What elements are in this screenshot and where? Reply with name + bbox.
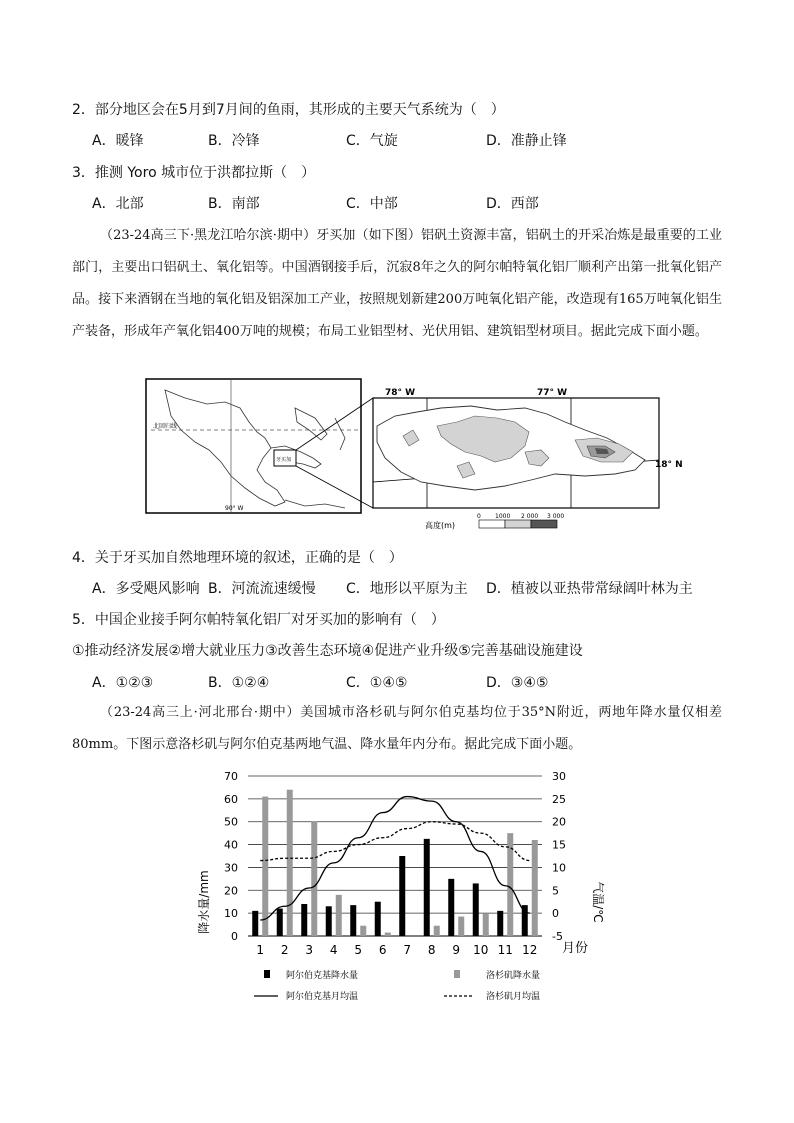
q2-option-a[interactable]: A．暖锋: [92, 133, 144, 149]
bar-los-angeles-precip: [483, 913, 489, 936]
bar-los-angeles-precip: [262, 797, 268, 936]
bar-los-angeles-precip: [336, 895, 342, 936]
bar-albuquerque-precip: [399, 856, 405, 936]
legend-swatch-1: [505, 520, 531, 528]
x-tick-label: 10: [473, 943, 489, 957]
legend-la-temp: 洛杉矶月均温: [486, 992, 541, 1002]
passage-jamaica: （23-24高三下·黑龙江哈尔滨·期中）牙买加（如下图）铝矾土资源丰富，铝矾土的开采冶炼是最重要的工业部门，主要出口铝矾土、氧化铝等。中国酒钢接手后，沉寂8年之久的阿尔帕特氧化铝厂顺利产出第一批氧化铝产品。接下来酒钢在当地的氧化铝及铝深加工产业，按照规划新建200万吨氧化铝产能，改造现有165万吨氧化铝生产装备，形成年产氧化铝400万吨的规模；布局工业铝型材、光伏用铝、建筑铝型材项目。据此完成下面小题。: [72, 228, 722, 339]
q4-option-b[interactable]: B．河流流速缓慢: [208, 581, 316, 597]
q3-stem: 3．推测 Yoro 城市位于洪都拉斯（ ）: [72, 165, 316, 181]
bar-albuquerque-precip: [473, 883, 479, 936]
lon-78w-label: 78° W: [385, 388, 416, 398]
q5-option-a[interactable]: A．①②③: [92, 675, 154, 691]
bar-albuquerque-precip: [350, 905, 356, 936]
legend-tick-0: 0: [477, 513, 481, 520]
y2-tick-label: 30: [552, 770, 566, 783]
bar-albuquerque-precip: [424, 839, 430, 936]
q3-option-d[interactable]: D．西部: [486, 196, 539, 212]
bar-los-angeles-precip: [385, 933, 391, 936]
q3-option-a[interactable]: A．北部: [92, 196, 144, 212]
legend-swatch-0: [479, 520, 505, 528]
x-tick-label: 8: [427, 943, 436, 957]
x-tick-label: 12: [522, 943, 538, 957]
q2-option-d[interactable]: D．准静止锋: [486, 133, 567, 149]
lat-18n-label: 18° N: [655, 460, 683, 470]
tropic-label: 北回归线: [153, 423, 178, 430]
q5-stem: 5．中国企业接手阿尔帕特氧化铝厂对牙买加的影响有（ ）: [72, 612, 445, 628]
q4-stem: 4．关于牙买加自然地理环境的叙述，正确的是（ ）: [72, 550, 403, 566]
jamaica-map: [145, 378, 683, 534]
x-tick-label: 9: [452, 943, 461, 957]
y2-tick-label: 20: [552, 815, 566, 829]
q3-option-b[interactable]: B．南部: [208, 196, 260, 212]
q3-option-c[interactable]: C．中部: [346, 196, 398, 212]
y2-tick-label: 15: [552, 838, 566, 852]
meridian-label: 90° W: [225, 505, 244, 512]
y2-tick-label: 5: [552, 884, 559, 898]
bar-albuquerque-precip: [277, 909, 283, 936]
bar-albuquerque-precip: [375, 902, 381, 936]
bar-los-angeles-precip: [458, 917, 464, 936]
legend-albuquerque-temp: 阿尔伯克基月均温: [286, 992, 359, 1002]
inset-map-frame: [146, 379, 361, 513]
q2-stem: 2．部分地区会在5月到7月间的鱼雨，其形成的主要天气系统为（ ）: [72, 102, 505, 118]
y-tick-label: 40: [224, 838, 238, 852]
q5-choices: ①推动经济发展②增大就业压力③改善生态环境④促进产业升级⑤完善基础设施建设: [72, 643, 583, 659]
legend-swatch-2: [531, 520, 557, 528]
y-axis-label: 降水量/mm: [197, 870, 211, 934]
y2-tick-label: 10: [552, 861, 566, 875]
legend-swatch-la-precip: [454, 970, 460, 978]
legend-swatch-albuquerque-precip: [264, 970, 270, 978]
q2-option-c[interactable]: C．气旋: [346, 133, 398, 149]
bar-los-angeles-precip: [532, 840, 538, 936]
x-tick-label: 1: [256, 943, 265, 957]
q4-option-a[interactable]: A．多受飓风影响: [92, 581, 200, 597]
legend-tick-3: 3 000: [547, 513, 565, 520]
bar-los-angeles-precip: [287, 790, 293, 936]
line-los-angeles-temp: [260, 822, 530, 861]
locator-label: 牙买加: [276, 457, 292, 463]
bar-albuquerque-precip: [326, 906, 332, 936]
bar-albuquerque-precip: [448, 879, 454, 936]
x-tick-label: 3: [305, 943, 314, 957]
y2-tick-label: 25: [552, 792, 566, 806]
x-tick-label: 6: [378, 943, 387, 957]
x-tick-label: 5: [354, 943, 363, 957]
x-tick-label: 11: [497, 943, 513, 957]
bar-albuquerque-precip: [497, 911, 503, 936]
y2-axis-label: 气温/℃: [591, 881, 605, 923]
legend-la-precip: 洛杉矶降水量: [486, 971, 541, 981]
bar-albuquerque-precip: [301, 904, 307, 936]
bar-los-angeles-precip: [434, 926, 440, 936]
y-tick-label: 70: [224, 770, 238, 783]
q2-option-b[interactable]: B．冷锋: [208, 133, 260, 149]
q5-option-b[interactable]: B．①②④: [208, 675, 270, 691]
y-tick-label: 20: [224, 884, 238, 898]
legend-albuquerque-precip: 阿尔伯克基降水量: [286, 971, 359, 981]
y-tick-label: 50: [224, 815, 238, 829]
legend-tick-2: 2 000: [521, 513, 539, 520]
bar-los-angeles-precip: [311, 822, 317, 936]
bar-albuquerque-precip: [252, 911, 258, 936]
q4-option-d[interactable]: D．植被以亚热带常绿阔叶林为主: [486, 581, 693, 597]
x-axis-label: 月份: [562, 941, 589, 956]
legend-tick-1: 1000: [495, 513, 511, 520]
lon-77w-label: 77° W: [537, 388, 568, 398]
passage-climate: （23-24高三上·河北邢台·期中）美国城市洛杉矶与阿尔伯克基均位于35°N附近，两地年降水量仅相差80mm。下图示意洛杉矶与阿尔伯克基两地气温、降水量年内分布。据此完成下面小题。: [72, 705, 722, 752]
x-tick-label: 7: [403, 943, 412, 957]
y-tick-label: 0: [231, 930, 238, 943]
q5-option-c[interactable]: C．①④⑤: [346, 675, 408, 691]
x-tick-label: 2: [280, 943, 289, 957]
legend-title: 高度(m): [425, 521, 456, 530]
y-tick-label: 10: [224, 907, 238, 921]
climate-chart: [190, 762, 610, 1007]
bar-los-angeles-precip: [360, 926, 366, 936]
y-tick-label: 30: [224, 861, 238, 875]
y-tick-label: 60: [224, 792, 238, 806]
y2-tick-label: 0: [552, 907, 559, 921]
y2-tick-label: -5: [552, 930, 563, 943]
x-tick-label: 4: [329, 943, 338, 957]
q4-option-c[interactable]: C．地形以平原为主: [346, 581, 468, 597]
q5-option-d[interactable]: D．③④⑤: [486, 675, 549, 691]
